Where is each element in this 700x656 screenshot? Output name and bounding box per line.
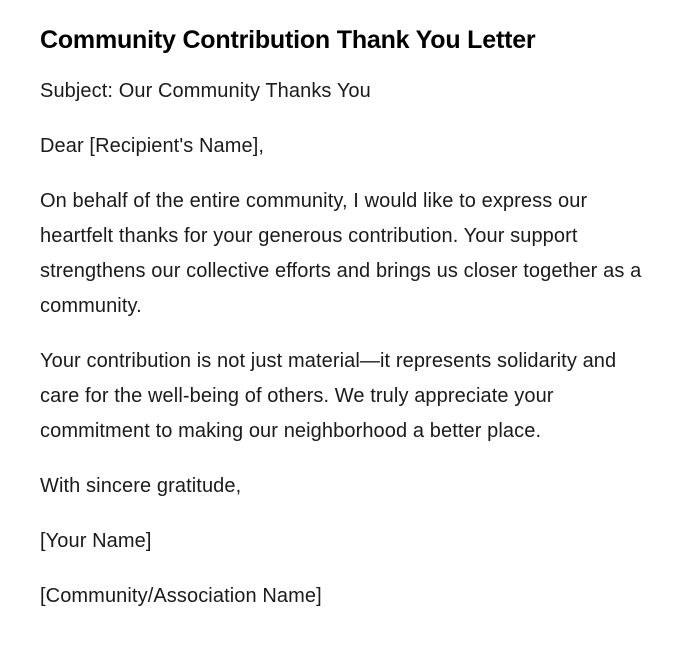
signature-organization: [Community/Association Name] <box>40 585 322 607</box>
closing-line: With sincere gratitude, <box>40 475 242 497</box>
body-paragraph-1: On behalf of the entire community, I would like to express our heartfelt thanks for your generous contribution. Your support strengthens our collective efforts and brings us closer together as a community. <box>40 190 642 317</box>
salutation: Dear [Recipient's Name], <box>40 135 265 157</box>
signature-name: [Your Name] <box>40 530 152 552</box>
subject-line: Subject: Our Community Thanks You <box>40 80 371 102</box>
document-title: Community Contribution Thank You Letter <box>40 26 536 54</box>
body-paragraph-2: Your contribution is not just material—it represents solidarity and care for the well-being of others. We truly appreciate your commitment to making our neighborhood a better place. <box>40 350 617 442</box>
